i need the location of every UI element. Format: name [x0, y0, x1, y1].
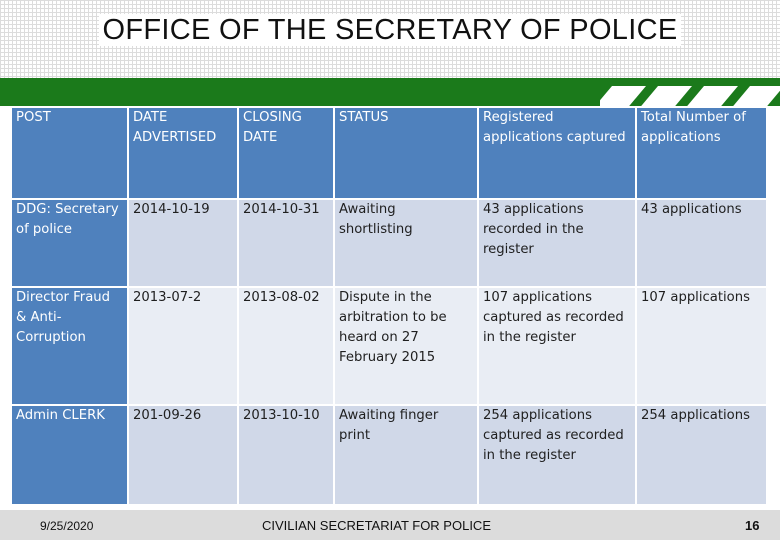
header-status: STATUS — [334, 107, 478, 199]
footer-date: 9/25/2020 — [40, 519, 94, 533]
cell-date-advertised: 2013-07-2 — [128, 287, 238, 405]
header-total: Total Number of applications — [636, 107, 766, 199]
cell-post: DDG: Secretary of police — [11, 199, 128, 287]
cell-closing-date: 2013-08-02 — [238, 287, 334, 405]
applications-table-wrap — [10, 106, 766, 508]
cell-registered: 107 applications captured as recorded in the register — [478, 287, 636, 405]
cell-closing-date: 2014-10-31 — [238, 199, 334, 287]
header-closing-date: CLOSING DATE — [238, 107, 334, 199]
cell-total: 43 applications — [636, 199, 766, 287]
cell-registered: 43 applications recorded in the register — [478, 199, 636, 287]
cell-status: Dispute in the arbitration to be heard on 27 February 2015 — [334, 287, 478, 405]
applications-table — [10, 106, 766, 506]
cell-total: 107 applications — [636, 287, 766, 405]
page-number: 16 — [745, 518, 760, 533]
header-registered: Registered applications captured — [478, 107, 636, 199]
cell-status: Awaiting finger print — [334, 405, 478, 505]
cell-date-advertised: 201-09-26 — [128, 405, 238, 505]
cell-total: 254 applications — [636, 405, 766, 505]
cell-date-advertised: 2014-10-19 — [128, 199, 238, 287]
table-row — [11, 287, 766, 405]
cell-post: Director Fraud & Anti-Corruption — [11, 287, 128, 405]
table-row — [11, 405, 766, 505]
footer-organization: CIVILIAN SECRETARIAT FOR POLICE — [262, 518, 491, 533]
header-post: POST — [11, 107, 128, 199]
table-row — [11, 199, 766, 287]
cell-registered: 254 applications captured as recorded in the register — [478, 405, 636, 505]
cell-closing-date: 2013-10-10 — [238, 405, 334, 505]
slide-title — [0, 14, 780, 47]
slide-title-text: OFFICE OF THE SECRETARY OF POLICE — [99, 14, 682, 46]
table-header-row — [11, 107, 766, 199]
cell-post: Admin CLERK — [11, 405, 128, 505]
header-date-advertised: DATE ADVERTISED — [128, 107, 238, 199]
cell-status: Awaiting shortlisting — [334, 199, 478, 287]
